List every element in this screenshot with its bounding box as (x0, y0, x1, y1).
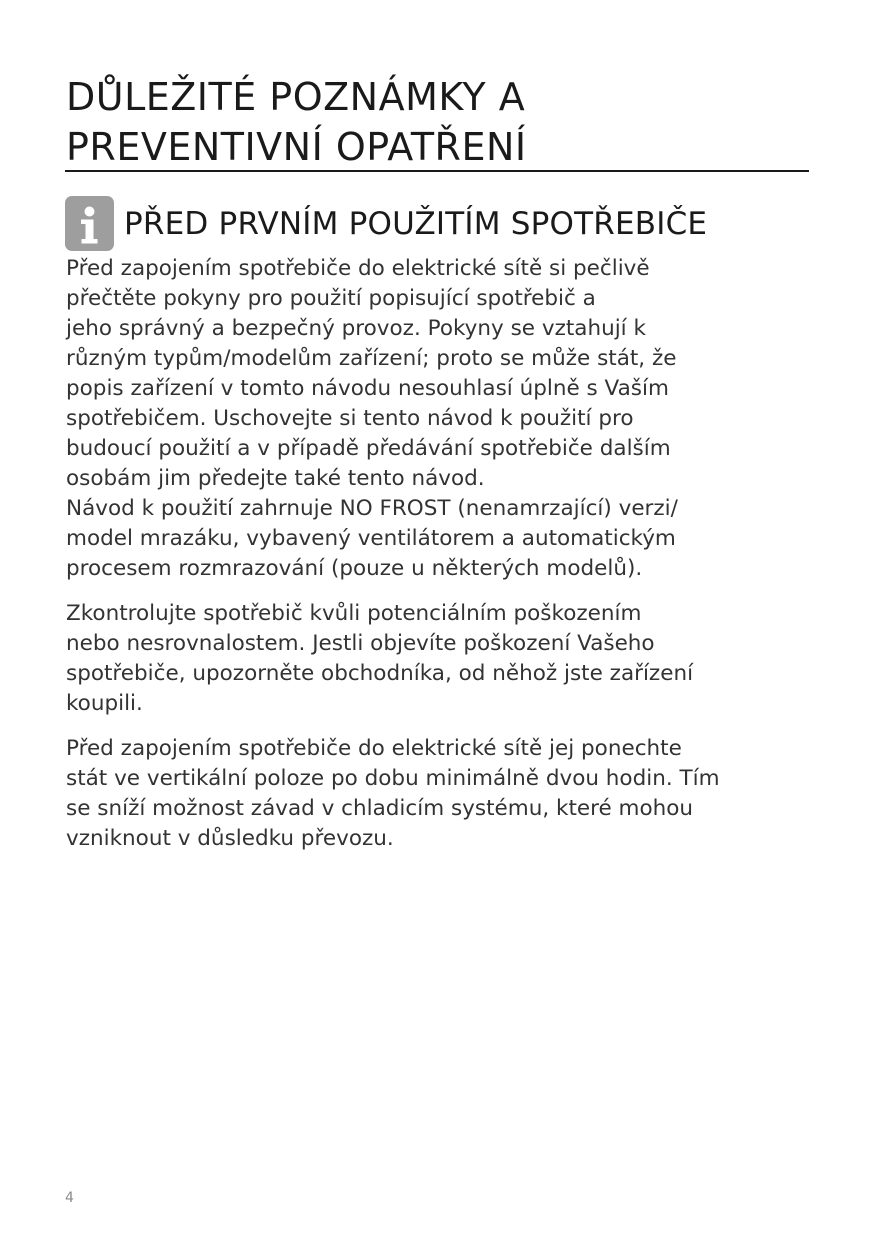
text-line: spotřebiče, upozorněte obchodníka, od něhož jste zařízení (66, 661, 694, 686)
text-line: Zkontrolujte spotřebič kvůli potenciálním poškozením (66, 601, 642, 626)
page-number: 4 (65, 1190, 74, 1206)
text-line: různým typům/modelům zařízení; proto se může stát, že (66, 346, 677, 371)
page-title-line-1: DŮLEŽITÉ POZNÁMKY A (66, 75, 526, 119)
info-icon (65, 196, 114, 251)
paragraph-inspection (66, 599, 810, 719)
text-line: procesem rozmrazování (pouze u některých modelů). (66, 556, 643, 581)
text-line: se sníží možnost závad v chladicím systému, které mohou (66, 796, 694, 821)
text-line: popis zařízení v tomto návodu nesouhlasí úplně s Vaším (66, 376, 669, 401)
text-line: spotřebičem. Uschovejte si tento návod k použití pro (66, 406, 634, 431)
page-title-line-2: PREVENTIVNÍ OPATŘENÍ (66, 125, 527, 169)
text-line: přečtěte pokyny pro použití popisující spotřebič a (66, 286, 596, 311)
text-line: nebo nesrovnalostem. Jestli objevíte poškození Vašeho (66, 631, 655, 656)
text-line: koupili. (66, 691, 143, 716)
section-header (65, 196, 809, 252)
text-line: vzniknout v důsledku převozu. (66, 826, 394, 851)
paragraph-intro (66, 254, 810, 584)
text-line: jeho správný a bezpečný provoz. Pokyny se vztahují k (66, 316, 646, 341)
text-line: model mrazáku, vybavený ventilátorem a automatickým (66, 526, 676, 551)
body-text (66, 254, 810, 869)
paragraph-vertical-position (66, 734, 810, 854)
text-line: Návod k použití zahrnuje NO FROST (nenamrzající) verzi/ (66, 496, 678, 521)
section-title: PŘED PRVNÍM POUŽITÍM SPOTŘEBIČE (124, 206, 708, 242)
text-line: stát ve vertikální poloze po dobu minimálně dvou hodin. Tím (66, 766, 720, 791)
title-divider (65, 170, 809, 172)
text-line: Před zapojením spotřebiče do elektrické sítě jej ponechte (66, 736, 682, 761)
page-title (66, 72, 810, 172)
text-line: osobám jim předejte také tento návod. (66, 466, 485, 491)
text-line: budoucí použití a v případě předávání spotřebiče dalším (66, 436, 671, 461)
text-line: Před zapojením spotřebiče do elektrické sítě si pečlivě (66, 256, 650, 281)
